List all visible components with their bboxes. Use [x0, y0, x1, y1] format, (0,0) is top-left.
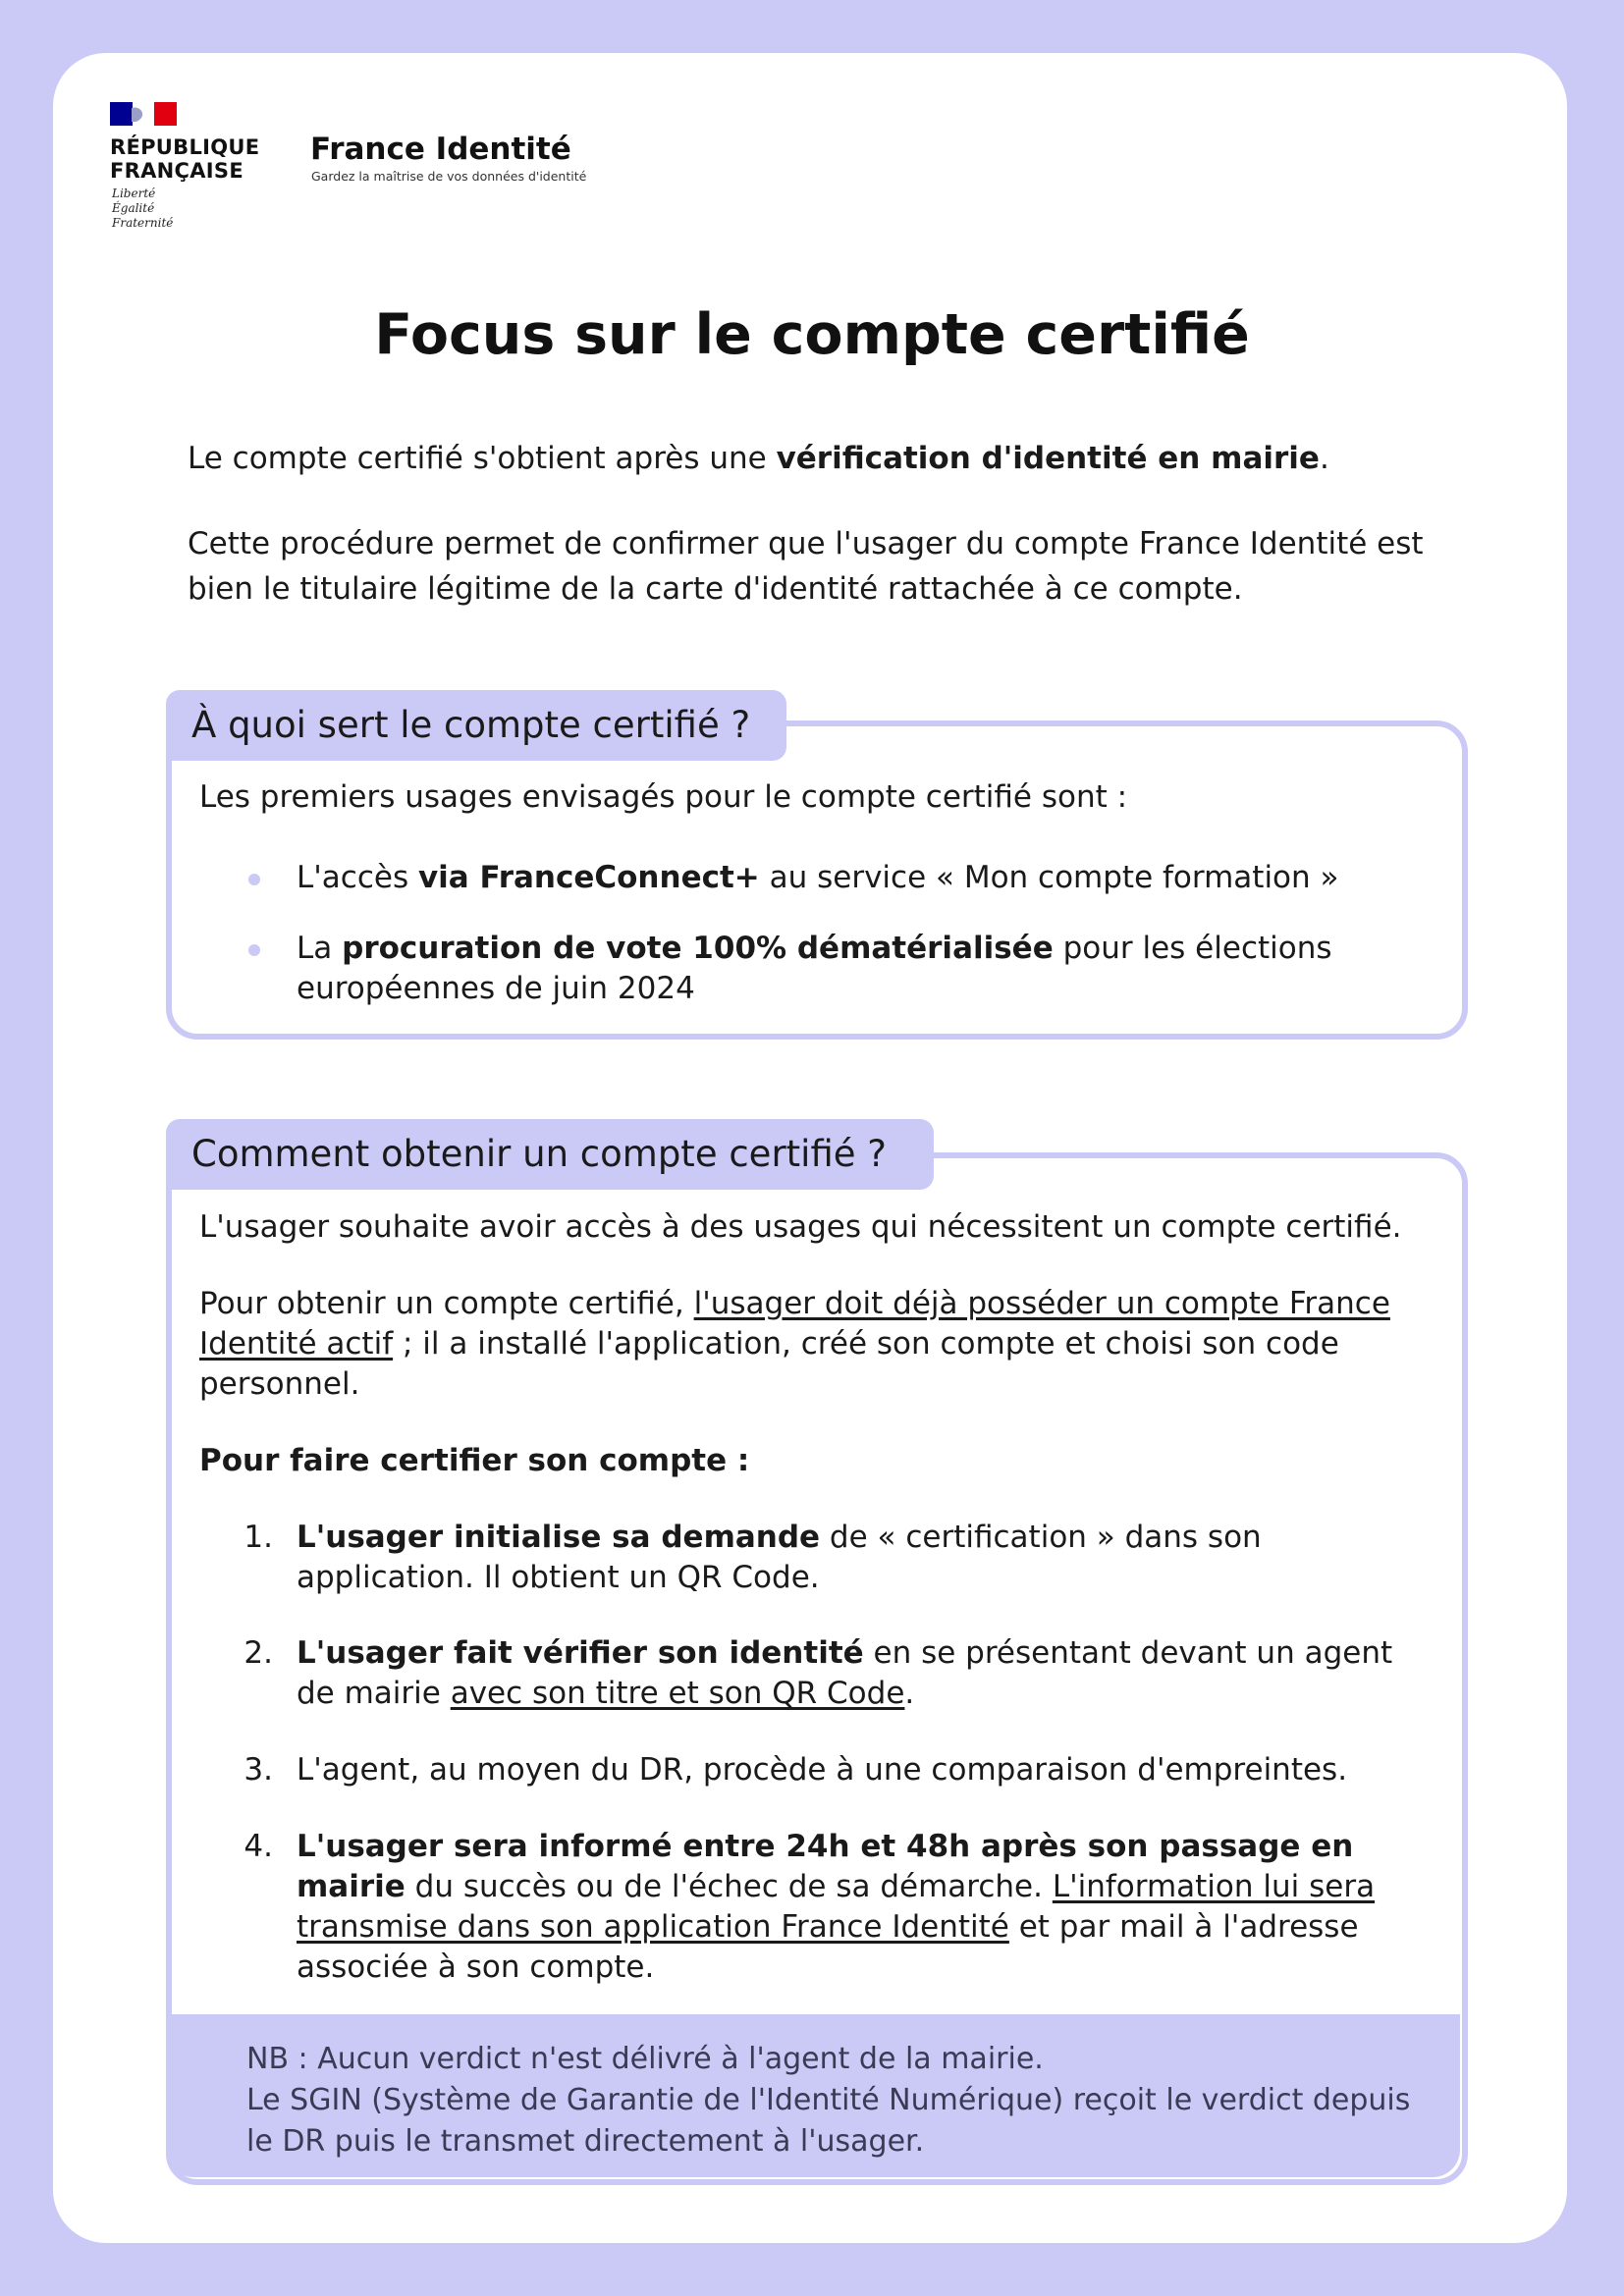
steps-heading: Pour faire certifier son compte : — [199, 1443, 750, 1478]
step-2: L'usager fait vérifier son identité en se présentant devant un agent de mairie avec son titre et son QR Code. — [297, 1635, 1393, 1711]
page-title: Focus sur le compte certifié — [374, 302, 1250, 367]
brand-title: France Identité — [310, 132, 571, 167]
step-3: L'agent, au moyen du DR, procède à une comparaison d'empreintes. — [297, 1752, 1348, 1788]
usage-item-1: L'accès via FranceConnect+ au service « Mon compte formation » — [297, 860, 1339, 895]
intro-paragraph-1: Le compte certifié s'obtient après une vérification d'identité en mairie. — [188, 441, 1329, 476]
bullet-icon — [248, 874, 260, 885]
certification-section-heading: Comment obtenir un compte certifié ? — [166, 1119, 934, 1190]
step-number: 1. — [244, 1520, 273, 1555]
certification-prerequisite: Pour obtenir un compte certifié, l'usager doit déjà posséder un compte France Identité actif ; il a installé l'application, créé son compte et choisi son code personnel. — [199, 1286, 1390, 1402]
step-4: L'usager sera informé entre 24h et 48h après son passage en mairie du succès ou de l'échec de sa démarche. L'information lui sera transmise dans son application France Identité et par mail à l'adresse associée à son compte. — [297, 1829, 1376, 1985]
usage-section-heading: À quoi sert le compte certifié ? — [166, 690, 786, 761]
marianne-flag-logo — [110, 102, 177, 126]
bullet-icon — [248, 944, 260, 956]
usage-lead: Les premiers usages envisagés pour le compte certifié sont : — [199, 779, 1128, 815]
republique-francaise-label: RÉPUBLIQUE FRANÇAISE — [110, 135, 260, 183]
usage-item-2: La procuration de vote 100% dématérialisée pour les élections européennes de juin 2024 — [297, 931, 1332, 1006]
intro-paragraph-2: Cette procédure permet de confirmer que l'usager du compte France Identité est bien le titulaire légitime de la carte d'identité rattachée à ce compte. — [188, 526, 1424, 607]
step-number: 4. — [244, 1829, 273, 1864]
brand-tagline: Gardez la maîtrise de vos données d'identité — [311, 169, 587, 184]
step-1: L'usager initialise sa demande de « certification » dans son application. Il obtient un QR Code. — [297, 1520, 1262, 1595]
step-number: 2. — [244, 1635, 273, 1671]
republic-motto: Liberté Égalité Fraternité — [112, 187, 174, 230]
step-number: 3. — [244, 1752, 273, 1788]
certification-intro: L'usager souhaite avoir accès à des usages qui nécessitent un compte certifié. — [199, 1209, 1402, 1245]
nb-note: NB : Aucun verdict n'est délivré à l'agent de la mairie. Le SGIN (Système de Garantie de l'Identité Numérique) reçoit le verdict depuis le DR puis le transmet directement à l'usager. — [246, 2042, 1411, 2159]
